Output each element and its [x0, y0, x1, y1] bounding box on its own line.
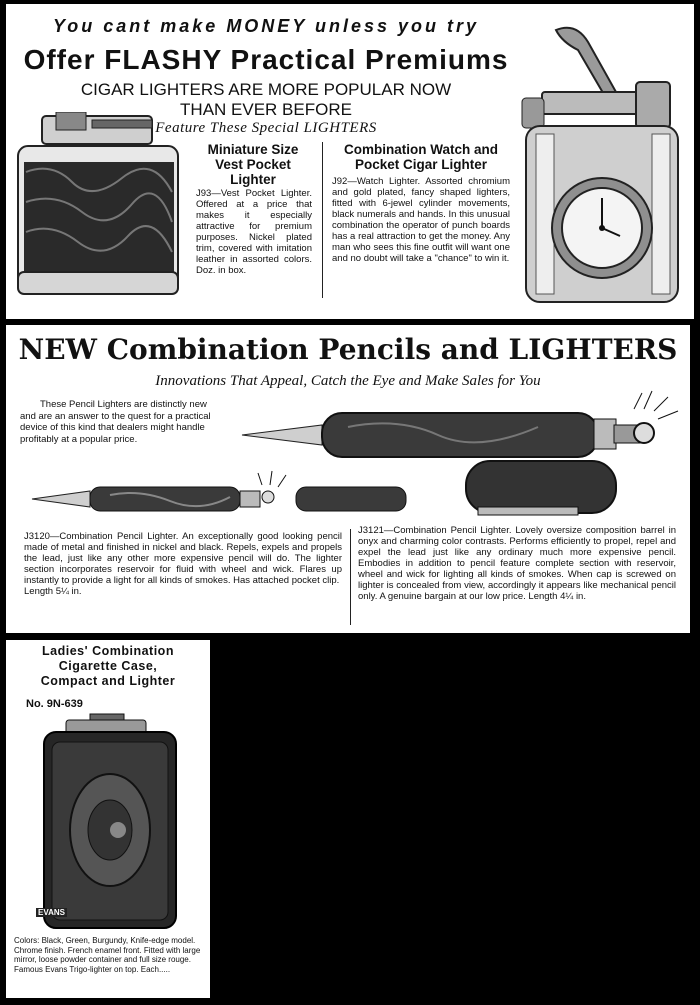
watch-lighter-title: Combination Watch and Pocket Cigar Lighter — [344, 142, 498, 172]
pencil-ad-panel — [6, 325, 690, 633]
watch-lighter-illustration — [516, 22, 688, 308]
vest-lighter-title: Miniature Size Vest Pocket Lighter — [207, 142, 299, 187]
j3120-pencil-lighter-illustration — [30, 469, 410, 519]
j3120-length: Length 5¼ in. — [24, 586, 82, 597]
pencil-ad-subtitle: Innovations That Appeal, Catch the Eye and Make Sales for You — [155, 373, 541, 389]
pencil-ad-title: NEW Combination Pencils and LIGHTERS — [18, 333, 678, 366]
item-number: No. 9N-639 — [26, 698, 83, 710]
pencil-ad-intro: These Pencil Lighters are distinctly new and are an answer to the quest for a practical device of this kind that dealers might handle profitably at a popular price. — [20, 399, 211, 445]
top-ad-panel — [6, 4, 694, 319]
column-divider — [322, 142, 323, 298]
subhead-line-2: THAN EVER BEFORE — [180, 100, 352, 119]
ladies-ad-title: Ladies' Combination Cigarette Case, Compact and Lighter — [40, 644, 176, 688]
ladies-ad-panel — [6, 640, 210, 998]
vest-lighter-description: J93—Vest Pocket Lighter. Offered at a price that makes it especially attractive for premium purposes. Nickel plated trim, covered with imitation leather in assorted colors. Doz. in box. — [196, 188, 312, 276]
cigarette-case-illustration — [40, 712, 180, 932]
feature-line: Feature These Special LIGHTERS — [155, 120, 377, 136]
j3120-description: J3120—Combination Pencil Lighter. An exceptionally good looking pencil made of metal and finished in nickel and black. Repels, expels and propels the lead, just like any other more expensive pencil will do. The lighter section incorporates reservoir for fluid with wheel and wick. Flares up instantly to provide a light for all kinds of smokes. Has attached pocket clip. Length 5¼ in. — [24, 531, 342, 597]
ladies-ad-description: Colors: Black, Green, Burgundy, Knife-edge model. Chrome finish. French enamel front. Fitted with large mirror, loose powder container and full size rouge. Famous Evans Trigo-lighter on top. Each..... — [14, 936, 201, 974]
subhead-line-1: CIGAR LIGHTERS ARE MORE POPULAR NOW — [80, 80, 452, 99]
tagline: You cant make MONEY unless you try — [52, 16, 480, 36]
headline: Offer FLASHY Practical Premiums — [23, 44, 509, 75]
evans-brand-label: EVANS — [38, 908, 65, 917]
column-divider-2 — [350, 529, 351, 625]
vest-pocket-lighter-illustration — [12, 112, 188, 308]
j3121-description: J3121—Combination Pencil Lighter. Lovely oversize composition barrel in onyx and charming color contrasts. Performs efficiently to propel, repel and expel the lead just like any ordinary much more expensive pencil. Embodies in addition to pencil feature complete section with reservoir, wheel and wick for lighting all kinds of smokes. When cap is screwed on lighter is concealed from view, accordingly it appears like mechanical pencil only. A genuine bargain at our low price. Length 4¼ in. — [358, 525, 676, 602]
watch-lighter-description: J92—Watch Lighter. Assorted chromium and gold plated, fancy shaped lighters, fitted with 6-jewel cylinder movements, black numerals and hands. In this unusual combination the operator of punch boards has a real attraction to get the money. Any man who sees this fine outfit will want one and no doubt will take a "chance" to win it. — [332, 176, 510, 264]
